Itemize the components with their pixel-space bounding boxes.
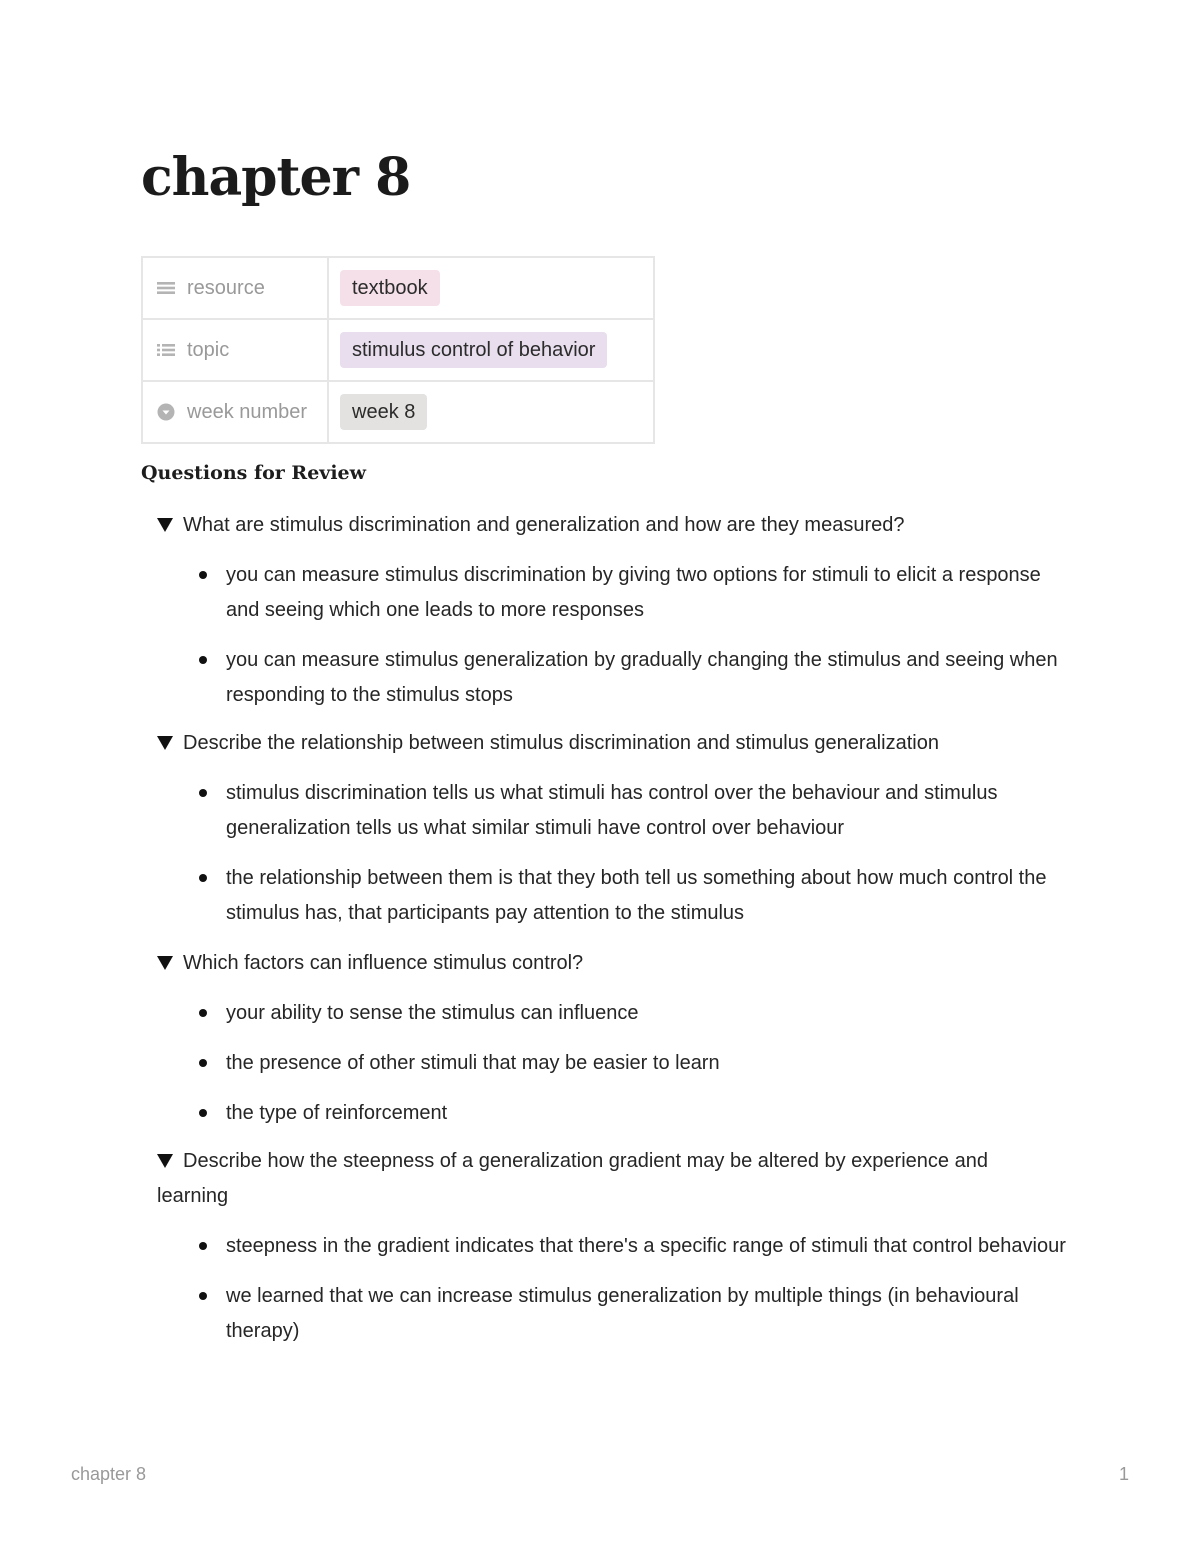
select-icon [156,402,176,422]
list-item: steepness in the gradient indicates that there's a specific range of stimuli that control behaviour [157,1229,1066,1264]
toggle-caret-icon[interactable] [157,518,173,532]
list-item: the type of reinforcement [157,1096,1066,1131]
toggle-caret-icon[interactable] [157,1154,173,1168]
answer-list [157,776,1057,931]
toggle-block [157,946,1057,1131]
toggle-caret-icon[interactable] [157,736,173,750]
properties-table [141,256,655,444]
page-title: chapter 8 [141,147,411,208]
toggle-caret-icon[interactable] [157,956,173,970]
page-number: 1 [1118,1464,1129,1484]
toggle-question[interactable]: What are stimulus discrimination and generalization and how are they measured? [183,514,905,536]
list-item: we learned that we can increase stimulus generalization by multiple things (in behavioural therapy) [157,1279,1066,1349]
property-row-resource [142,257,654,319]
list-item: you can measure stimulus discrimination by giving two options for stimuli to elicit a response and seeing which one leads to more responses [157,558,1066,628]
toggle-question[interactable]: Which factors can influence stimulus control? [183,952,584,974]
list-item: the relationship between them is that they both tell us something about how much control the stimulus has, that participants pay attention to the stimulus [157,861,1066,931]
tag-week-number[interactable]: week 8 [340,394,427,430]
list-item: your ability to sense the stimulus can influence [157,996,1066,1031]
property-key-topic: topic [187,338,230,361]
tag-resource[interactable]: textbook [340,270,440,306]
list-item: stimulus discrimination tells us what stimuli has control over the behaviour and stimulus generalization tells us what similar stimuli have control over behaviour [157,776,1066,846]
property-row-topic [142,319,654,381]
toggle-question[interactable]: Describe the relationship between stimulus discrimination and stimulus generalization [183,732,939,754]
answer-list [157,1229,1066,1349]
answer-list [157,996,1057,1131]
list-item: the presence of other stimuli that may be easier to learn [157,1046,1066,1081]
section-heading: Questions for Review [141,462,366,484]
multi-select-icon [156,340,176,360]
footer-title: chapter 8 [71,1464,147,1484]
property-key-resource: resource [187,276,265,299]
property-row-week-number [142,381,654,443]
toggle-block [157,508,1057,713]
list-item: you can measure stimulus generalization by gradually changing the stimulus and seeing when responding to the stimulus stops [157,643,1066,713]
answer-list [157,558,1057,713]
toggle-block [157,726,1057,931]
toggle-block [157,1144,1066,1349]
toggle-question[interactable]: Describe how the steepness of a generalization gradient may be altered by experience and learning [157,1150,988,1207]
tag-topic[interactable]: stimulus control of behavior [340,332,607,368]
property-key-week-number: week number [187,400,308,423]
list-icon [156,278,176,298]
